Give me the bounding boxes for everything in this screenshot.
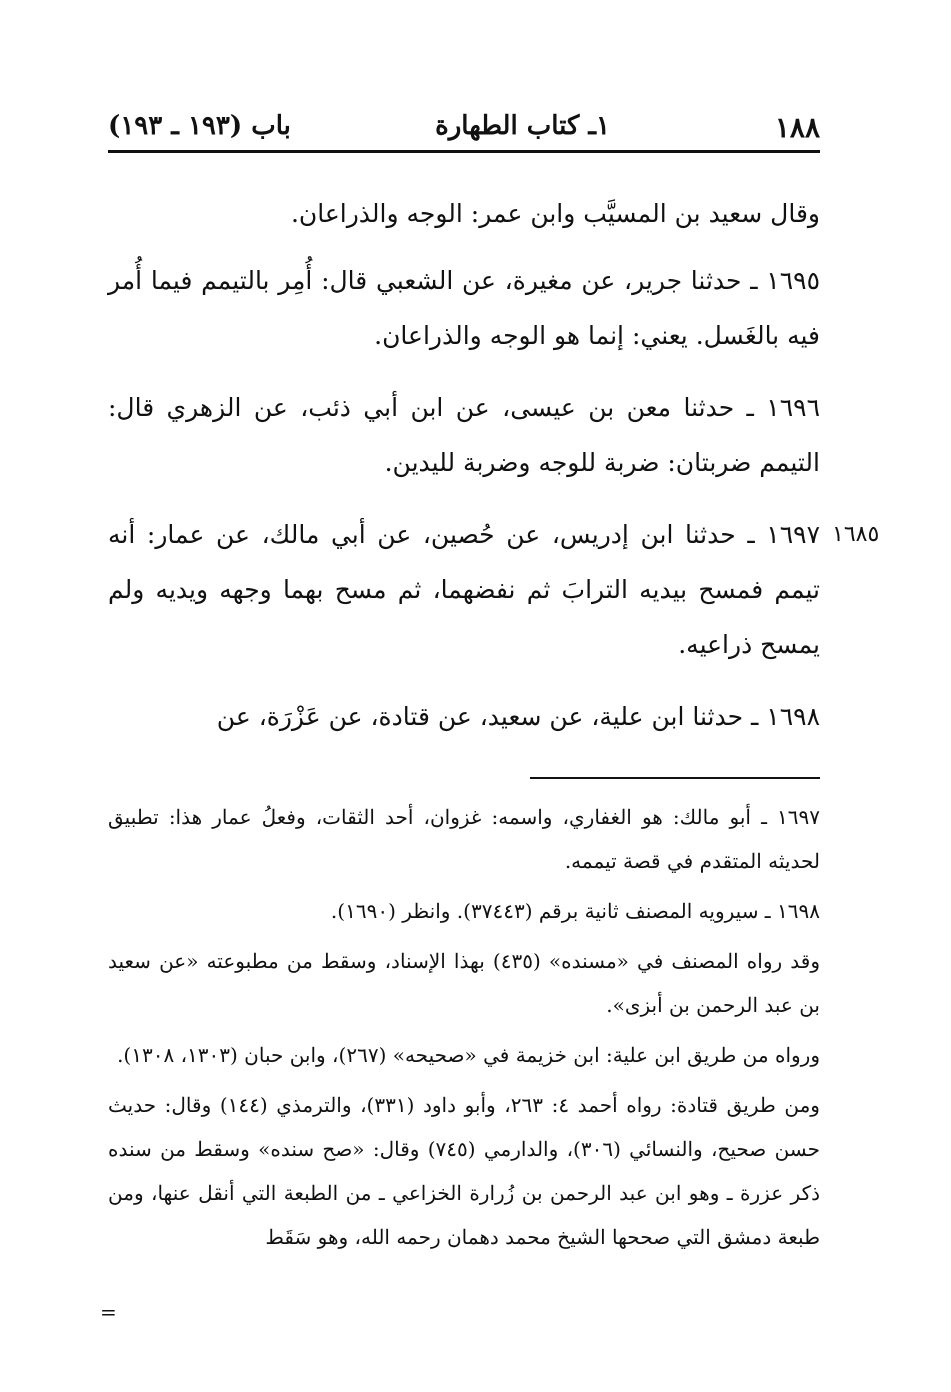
- footnote-paragraph: ورواه من طريق ابن علية: ابن خزيمة في «صحيحه» (٢٦٧)، وابن حبان (١٣٠٣، ١٣٠٨).: [117, 1043, 820, 1067]
- chapter-range: باب (١٩٣ ـ ١٩٣): [108, 111, 291, 141]
- footnote-1697: ١٦٩٧ ـ أبو مالك: هو الغفاري، واسمه: غزوان، أحد الثقات، وفعلُ عمار هذا: تطبيق لحديثه المتقدم في قصة تيممه.: [108, 805, 820, 873]
- paragraph: وقال سعيد بن المسيَّب وابن عمر: الوجه والذراعان.: [290, 199, 820, 228]
- header-rule: [108, 150, 820, 153]
- hadith-1698: ١٦٩٨ ـ حدثنا ابن علية، عن سعيد، عن قتادة، عن عَزْرَة، عن: [216, 702, 820, 731]
- margin-number: ١٦٨٥: [832, 522, 880, 547]
- footnote-rule: [530, 777, 820, 779]
- continuation-mark: =: [100, 1300, 117, 1324]
- hadith-1696: ١٦٩٦ ـ حدثنا معن بن عيسى، عن ابن أبي ذئب، عن الزهري قال: التيمم ضربتان: ضربة للوجه وضربة لليدين.: [108, 393, 820, 477]
- hadith-1697: ١٦٩٧ ـ حدثنا ابن إدريس، عن حُصين، عن أبي مالك، عن عمار: أنه تيمم فمسح بيديه الترابَ ثم نفضهما، ثم مسح بهما وجهه ويديه ولم يمسح ذراعيه.: [108, 520, 820, 659]
- footnote-paragraph: وقد رواه المصنف في «مسنده» (٤٣٥) بهذا الإسناد، وسقط من مطبوعته «عن سعيد بن عبد الرحمن بن أبزى».: [108, 949, 820, 1017]
- footnote-paragraph: ومن طريق قتادة: رواه أحمد ٤: ٢٦٣، وأبو داود (٣٣١)، والترمذي (١٤٤) وقال: حديث حسن صحيح، والنسائي (٣٠٦)، والدارمي (٧٤٥) وقال: «صح سنده» وسقط من سنده ذكر عزرة ـ وهو ابن عبد الرحمن بن زُرارة الخزاعي ـ من الطبعة التي أنقل عنها، ومن طبعة دمشق التي صححها الشيخ محمد دهمان رحمه الله، وهو سَقَط: [108, 1093, 820, 1249]
- hadith-1695: ١٦٩٥ ـ حدثنا جرير، عن مغيرة، عن الشعبي قال: أُمِر بالتيمم فيما أُمر فيه بالغَسل. يعني: إنما هو الوجه والذراعان.: [108, 266, 820, 350]
- book-title: ١ـ كتاب الطهارة: [435, 111, 610, 141]
- running-header: [108, 105, 820, 147]
- footnotes: [108, 795, 820, 1265]
- page-number: ١٨٨: [774, 111, 820, 144]
- main-text: [108, 186, 820, 761]
- footnote-1698: ١٦٩٨ ـ سيرويه المصنف ثانية برقم (٣٧٤٤٣). وانظر (١٦٩٠).: [330, 899, 820, 923]
